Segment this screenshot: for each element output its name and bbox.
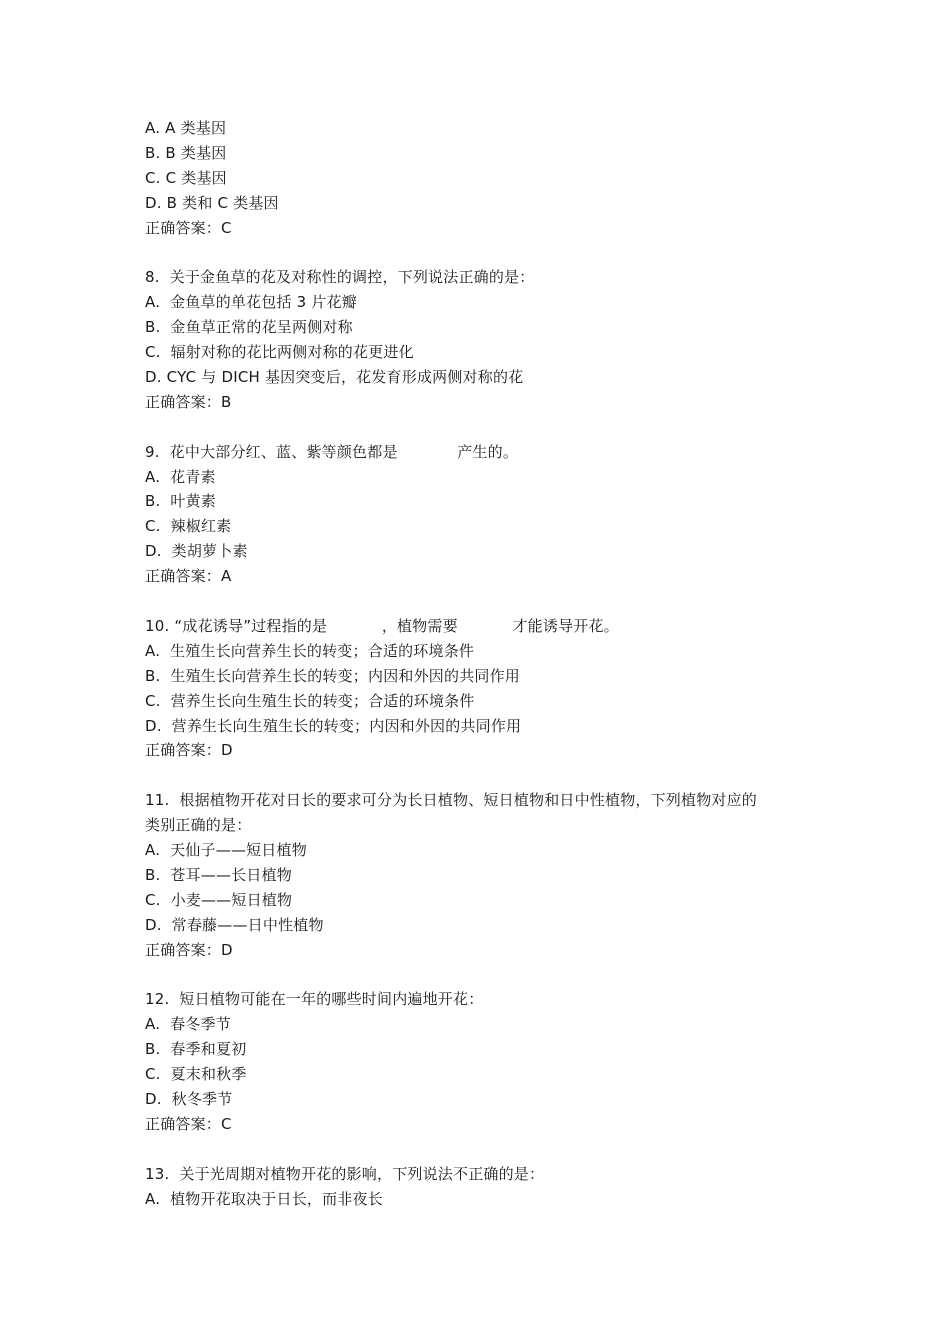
text-line: D. 常春藤——日中性植物: [145, 916, 324, 934]
text-line: D. B 类和 C 类基因: [145, 194, 279, 212]
text-line: C. 辐射对称的花比两侧对称的花更进化: [145, 343, 414, 361]
answer-line: 正确答案：A: [145, 567, 232, 585]
answer-line: 正确答案：C: [145, 1115, 232, 1133]
question-line: 类别正确的是：: [145, 816, 252, 834]
text-line: A. 生殖生长向营养生长的转变；合适的环境条件: [145, 642, 475, 660]
text-line: B. 春季和夏初: [145, 1040, 247, 1058]
answer-line: 正确答案：D: [145, 741, 233, 759]
text-line: B. 金鱼草正常的花呈两侧对称: [145, 318, 353, 336]
answer-line: 正确答案：B: [145, 393, 232, 411]
text-line: C. C 类基因: [145, 169, 227, 187]
text-line: A. 春冬季节: [145, 1015, 231, 1033]
text-line: D. CYC 与 DICH 基因突变后，花发育形成两侧对称的花: [145, 368, 524, 386]
text-line: A. 植物开花取决于日长，而非夜长: [145, 1190, 383, 1208]
text-line: C. 辣椒红素: [145, 517, 232, 535]
text-line: A. A 类基因: [145, 119, 227, 137]
text-line: C. 小麦——短日植物: [145, 891, 293, 909]
question-line: 9. 花中大部分红、蓝、紫等颜色都是 产生的。: [145, 443, 519, 461]
text-line: C. 营养生长向生殖生长的转变；合适的环境条件: [145, 692, 475, 710]
text-line: B. 叶黄素: [145, 492, 216, 510]
question-line: 13. 关于光周期对植物开花的影响，下列说法不正确的是：: [145, 1165, 545, 1183]
answer-line: 正确答案：C: [145, 219, 232, 237]
question-line: 8. 关于金鱼草的花及对称性的调控，下列说法正确的是：: [145, 268, 535, 286]
text-line: A. 金鱼草的单花包括 3 片花瓣: [145, 293, 357, 311]
text-line: D. 秋冬季节: [145, 1090, 233, 1108]
text-line: B. B 类基因: [145, 144, 227, 162]
text-line: A. 天仙子——短日植物: [145, 841, 307, 859]
text-line: C. 夏末和秋季: [145, 1065, 247, 1083]
question-line: 10. “成花诱导”过程指的是 ，植物需要 才能诱导开花。: [145, 617, 619, 635]
text-line: D. 营养生长向生殖生长的转变；内因和外因的共同作用: [145, 717, 522, 735]
text-line: D. 类胡萝卜素: [145, 542, 248, 560]
text-line: A. 花青素: [145, 468, 216, 486]
question-line: 11. 根据植物开花对日长的要求可分为长日植物、短日植物和日中性植物，下列植物对应的: [145, 791, 757, 809]
text-line: B. 苍耳——长日植物: [145, 866, 292, 884]
answer-line: 正确答案：D: [145, 941, 233, 959]
question-line: 12. 短日植物可能在一年的哪些时间内遍地开花：: [145, 990, 484, 1008]
text-line: B. 生殖生长向营养生长的转变；内因和外因的共同作用: [145, 667, 520, 685]
